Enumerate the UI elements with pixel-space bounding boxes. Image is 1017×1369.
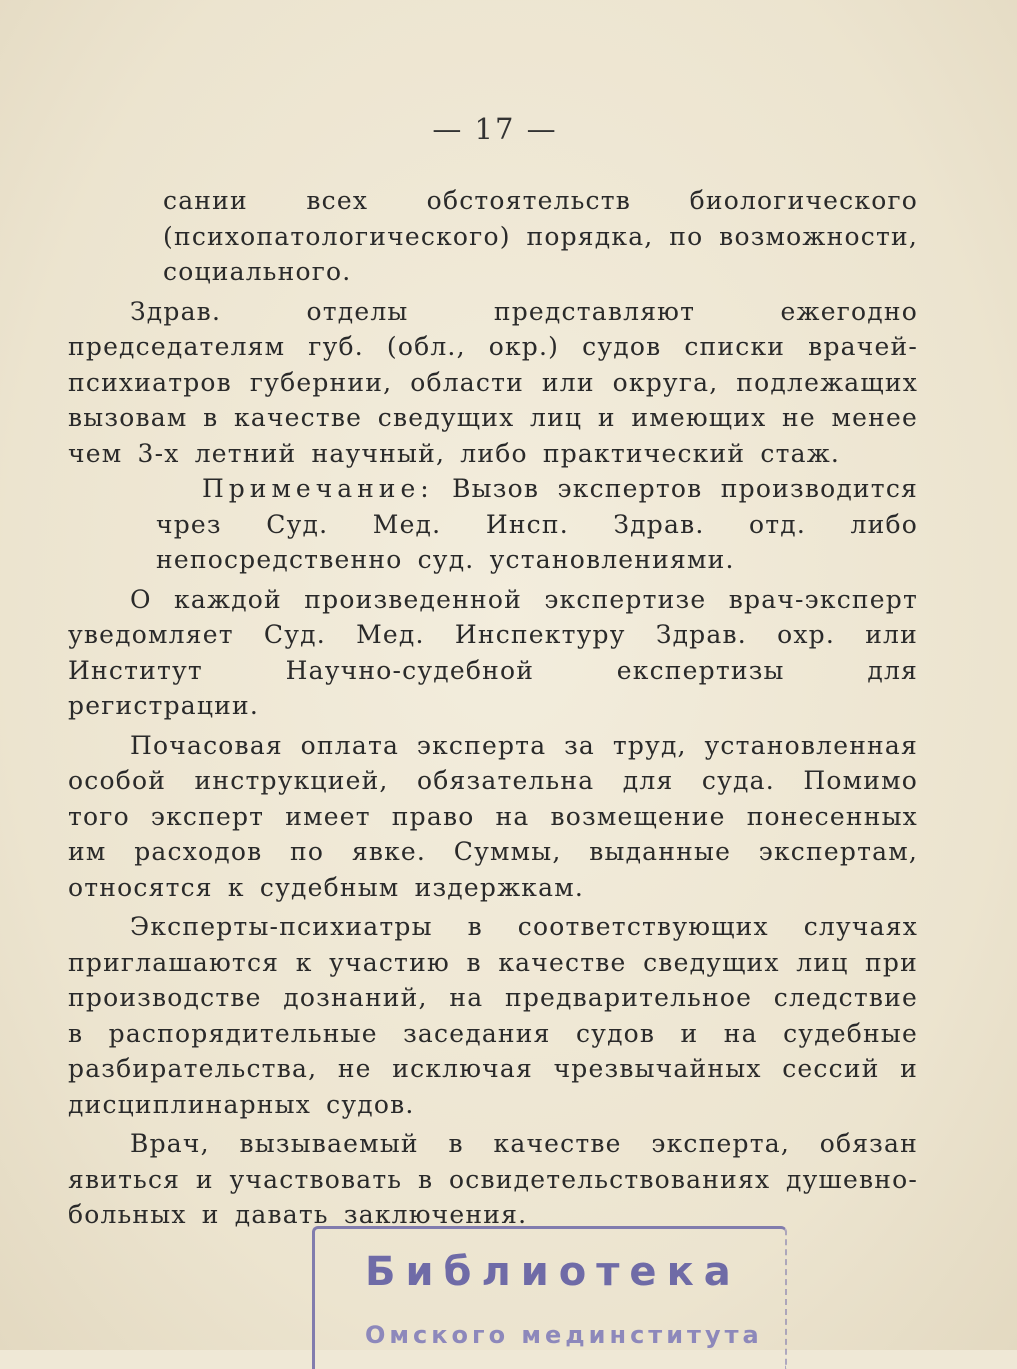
stamp-title: Библиотека	[365, 1249, 741, 1295]
paragraph-pochasovaya-oplata: Почасовая оплата эксперта за труд, установленная особой инструкцией, обязательна для суда. Помимо того эксперт имеет право на возмещение понесенных им расходов по явке. Суммы, выданные экспертам, относятся к судебным издержкам.	[68, 730, 918, 902]
page-number: — 17 —	[432, 112, 558, 146]
library-stamp	[312, 1226, 787, 1369]
paragraph-eksperty-psikhiatry: Эксперты-психиатры в соответствующих случаях приглашаются к участию в качестве сведущих лиц при производстве дознаний, на предварительное следствие в распорядительные заседания судов и на судебные разбирательства, не исключая чрезвычайных сессий и дисциплинарных судов.	[68, 912, 918, 1119]
paragraph-kazhdoy-ekspertize: О каждой произведенной экспертизе врач-эксперт уведомляет Суд. Мед. Инспектуру Здрав. охр. или Институт Научно-судебной експертизы для регистрации.	[68, 584, 918, 720]
stamp-subtitle: Омского мединститута	[365, 1321, 763, 1349]
note-label: Примечание:	[202, 474, 434, 503]
paragraph-vrach-vyzyvaemyy: Врач, вызываемый в качестве эксперта, обязан явиться и участвовать в освидетельствованиях душевно-больных и давать заключения.	[68, 1129, 918, 1229]
paragraph-continuation: сании всех обстоятельств биологического (психопатологического) порядка, по возможности, социального.	[163, 186, 918, 286]
note-paragraph	[68, 471, 918, 578]
body-text	[68, 183, 918, 1233]
paragraph-zdrav-otdely: Здрав. отделы представляют ежегодно председателям губ. (обл., окр.) судов списки врачей-психиатров губернии, области или округа, подлежащих вызовам в качестве сведущих лиц и имеющих не менее чем 3-х летний научный, либо практический стаж.	[68, 296, 918, 468]
note-text: Вызов экспертов производится чрез Суд. Мед. Инсп. Здрав. отд. либо непосредственно суд. установлениями.	[156, 474, 918, 574]
